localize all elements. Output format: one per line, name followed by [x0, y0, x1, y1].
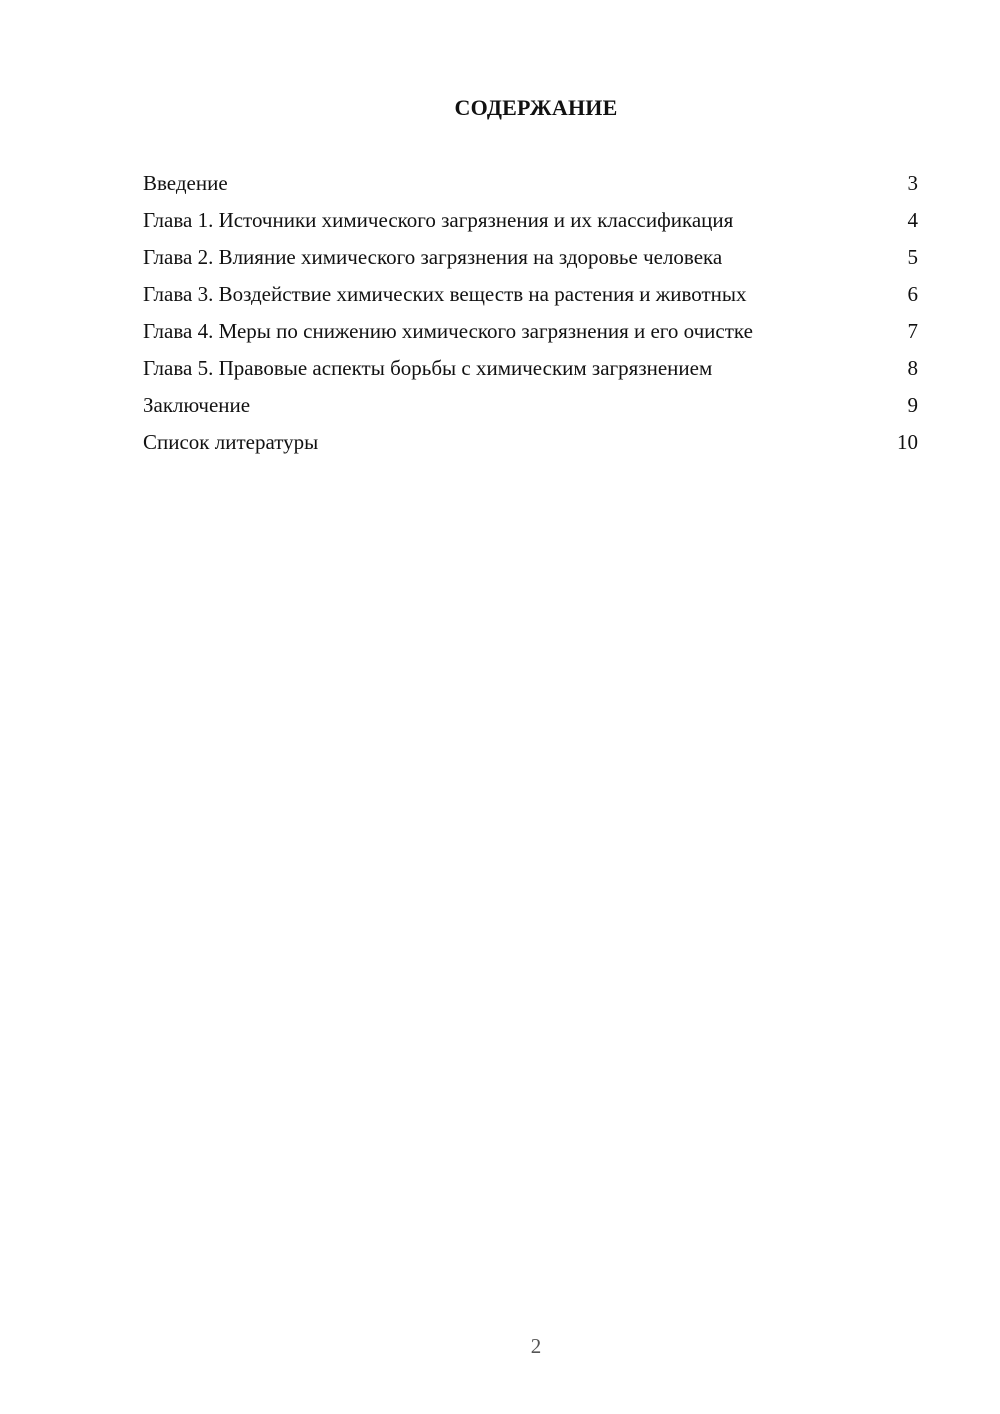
toc-heading: СОДЕРЖАНИЕ — [454, 95, 618, 120]
toc-entry-title: Заключение — [143, 393, 251, 417]
toc-entry-page: 3 — [907, 171, 918, 195]
toc-entry-chapter-4 — [143, 318, 918, 345]
toc-entry-conclusion — [143, 392, 918, 419]
toc-entry-title: Глава 5. Правовые аспекты борьбы с химическим загрязнением — [143, 356, 713, 380]
toc-entry-page: 7 — [907, 319, 918, 343]
toc-entry-chapter-2 — [143, 244, 918, 271]
toc-entry-chapter-3 — [143, 281, 918, 308]
toc-entry-title: Глава 3. Воздействие химических веществ на растения и животных — [143, 282, 747, 306]
toc-entry-references — [143, 429, 918, 456]
toc-entry-page: 5 — [907, 245, 918, 269]
toc-entry-chapter-1 — [143, 207, 918, 234]
toc-entry-title: Список литературы — [143, 430, 319, 454]
toc-entry-chapter-5 — [143, 355, 918, 382]
toc-entry-title: Глава 1. Источники химического загрязнения и их классификация — [143, 208, 734, 232]
page-number: 2 — [530, 1334, 542, 1358]
toc-entry-page: 10 — [897, 430, 918, 454]
toc-entry-title: Введение — [143, 171, 228, 195]
toc-entry-page: 4 — [907, 208, 918, 232]
toc-entry-page: 9 — [907, 393, 918, 417]
toc-entry-title: Глава 2. Влияние химического загрязнения на здоровье человека — [143, 245, 723, 269]
toc-entry-page: 6 — [907, 282, 918, 306]
toc-entry-introduction — [143, 170, 918, 197]
toc-entry-page: 8 — [907, 356, 918, 380]
table-of-contents — [143, 170, 918, 466]
toc-entry-title: Глава 4. Меры по снижению химического загрязнения и его очистке — [143, 319, 753, 343]
